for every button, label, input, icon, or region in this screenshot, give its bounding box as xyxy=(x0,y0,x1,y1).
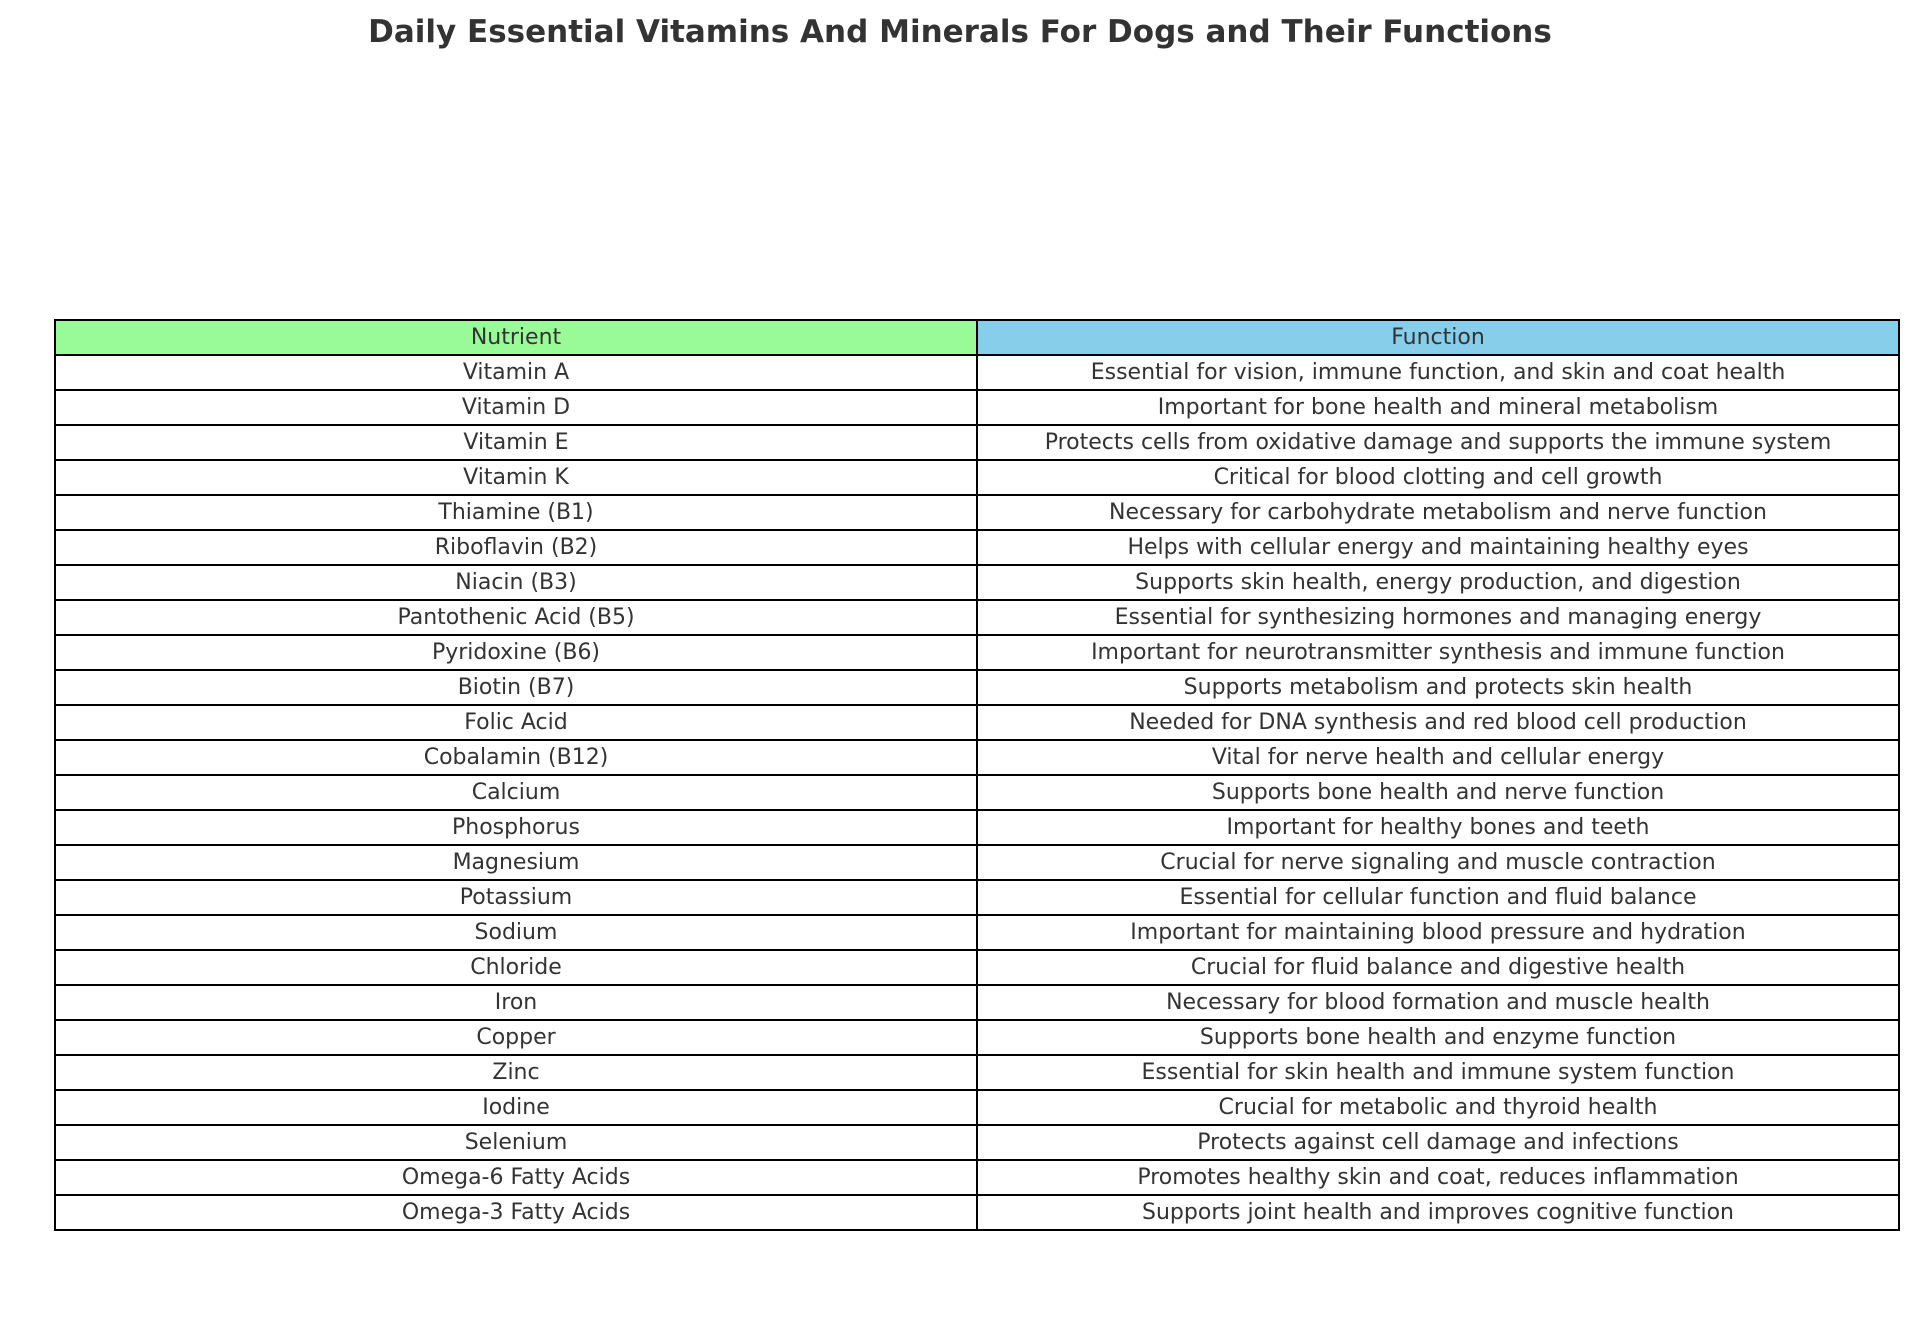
function-cell: Important for bone health and mineral metabolism xyxy=(977,390,1899,425)
table-row xyxy=(55,1125,1899,1160)
function-cell: Essential for cellular function and fluid balance xyxy=(977,880,1899,915)
nutrient-table xyxy=(54,319,1900,1231)
nutrient-cell: Chloride xyxy=(55,950,977,985)
nutrient-cell: Folic Acid xyxy=(55,705,977,740)
header-function: Function xyxy=(977,320,1899,355)
function-cell: Critical for blood clotting and cell growth xyxy=(977,460,1899,495)
table-row xyxy=(55,1055,1899,1090)
table-row xyxy=(55,495,1899,530)
function-cell: Essential for synthesizing hormones and managing energy xyxy=(977,600,1899,635)
table-row xyxy=(55,810,1899,845)
function-cell: Important for maintaining blood pressure and hydration xyxy=(977,915,1899,950)
nutrient-cell: Biotin (B7) xyxy=(55,670,977,705)
nutrient-cell: Magnesium xyxy=(55,845,977,880)
nutrient-cell: Riboflavin (B2) xyxy=(55,530,977,565)
table-row xyxy=(55,950,1899,985)
nutrient-table-container xyxy=(54,319,1898,1231)
function-cell: Supports bone health and enzyme function xyxy=(977,1020,1899,1055)
function-cell: Essential for skin health and immune system function xyxy=(977,1055,1899,1090)
nutrient-cell: Niacin (B3) xyxy=(55,565,977,600)
table-row xyxy=(55,1090,1899,1125)
nutrient-cell: Thiamine (B1) xyxy=(55,495,977,530)
function-cell: Helps with cellular energy and maintaining healthy eyes xyxy=(977,530,1899,565)
function-cell: Needed for DNA synthesis and red blood cell production xyxy=(977,705,1899,740)
table-row xyxy=(55,985,1899,1020)
function-cell: Vital for nerve health and cellular energy xyxy=(977,740,1899,775)
function-cell: Supports skin health, energy production, and digestion xyxy=(977,565,1899,600)
nutrient-cell: Potassium xyxy=(55,880,977,915)
nutrient-cell: Vitamin K xyxy=(55,460,977,495)
nutrient-cell: Omega-3 Fatty Acids xyxy=(55,1195,977,1230)
table-row xyxy=(55,1195,1899,1230)
nutrient-cell: Vitamin A xyxy=(55,355,977,390)
table-row xyxy=(55,740,1899,775)
table-row xyxy=(55,600,1899,635)
table-row xyxy=(55,915,1899,950)
function-cell: Necessary for blood formation and muscle health xyxy=(977,985,1899,1020)
function-cell: Essential for vision, immune function, and skin and coat health xyxy=(977,355,1899,390)
function-cell: Crucial for nerve signaling and muscle contraction xyxy=(977,845,1899,880)
function-cell: Supports metabolism and protects skin health xyxy=(977,670,1899,705)
nutrient-cell: Selenium xyxy=(55,1125,977,1160)
nutrient-cell: Pantothenic Acid (B5) xyxy=(55,600,977,635)
nutrient-cell: Iron xyxy=(55,985,977,1020)
function-cell: Crucial for fluid balance and digestive health xyxy=(977,950,1899,985)
function-cell: Supports joint health and improves cognitive function xyxy=(977,1195,1899,1230)
table-row xyxy=(55,1020,1899,1055)
table-row xyxy=(55,425,1899,460)
table-row xyxy=(55,390,1899,425)
table-row xyxy=(55,880,1899,915)
function-cell: Supports bone health and nerve function xyxy=(977,775,1899,810)
table-row xyxy=(55,775,1899,810)
table-row xyxy=(55,355,1899,390)
function-cell: Promotes healthy skin and coat, reduces inflammation xyxy=(977,1160,1899,1195)
nutrient-cell: Vitamin D xyxy=(55,390,977,425)
table-row xyxy=(55,1160,1899,1195)
table-row xyxy=(55,565,1899,600)
function-cell: Crucial for metabolic and thyroid health xyxy=(977,1090,1899,1125)
nutrient-cell: Zinc xyxy=(55,1055,977,1090)
nutrient-cell: Phosphorus xyxy=(55,810,977,845)
function-cell: Protects cells from oxidative damage and supports the immune system xyxy=(977,425,1899,460)
table-body xyxy=(55,355,1899,1230)
table-row xyxy=(55,705,1899,740)
nutrient-cell: Sodium xyxy=(55,915,977,950)
table-row xyxy=(55,845,1899,880)
nutrient-cell: Iodine xyxy=(55,1090,977,1125)
nutrient-cell: Vitamin E xyxy=(55,425,977,460)
nutrient-cell: Calcium xyxy=(55,775,977,810)
nutrient-cell: Copper xyxy=(55,1020,977,1055)
function-cell: Protects against cell damage and infections xyxy=(977,1125,1899,1160)
table-row xyxy=(55,530,1899,565)
nutrient-cell: Cobalamin (B12) xyxy=(55,740,977,775)
nutrient-cell: Omega-6 Fatty Acids xyxy=(55,1160,977,1195)
header-nutrient: Nutrient xyxy=(55,320,977,355)
table-header-row xyxy=(55,320,1899,355)
table-row xyxy=(55,670,1899,705)
function-cell: Necessary for carbohydrate metabolism and nerve function xyxy=(977,495,1899,530)
function-cell: Important for healthy bones and teeth xyxy=(977,810,1899,845)
chart-title: Daily Essential Vitamins And Minerals For Dogs and Their Functions xyxy=(368,14,1552,50)
nutrient-cell: Pyridoxine (B6) xyxy=(55,635,977,670)
table-row xyxy=(55,460,1899,495)
table-row xyxy=(55,635,1899,670)
function-cell: Important for neurotransmitter synthesis and immune function xyxy=(977,635,1899,670)
